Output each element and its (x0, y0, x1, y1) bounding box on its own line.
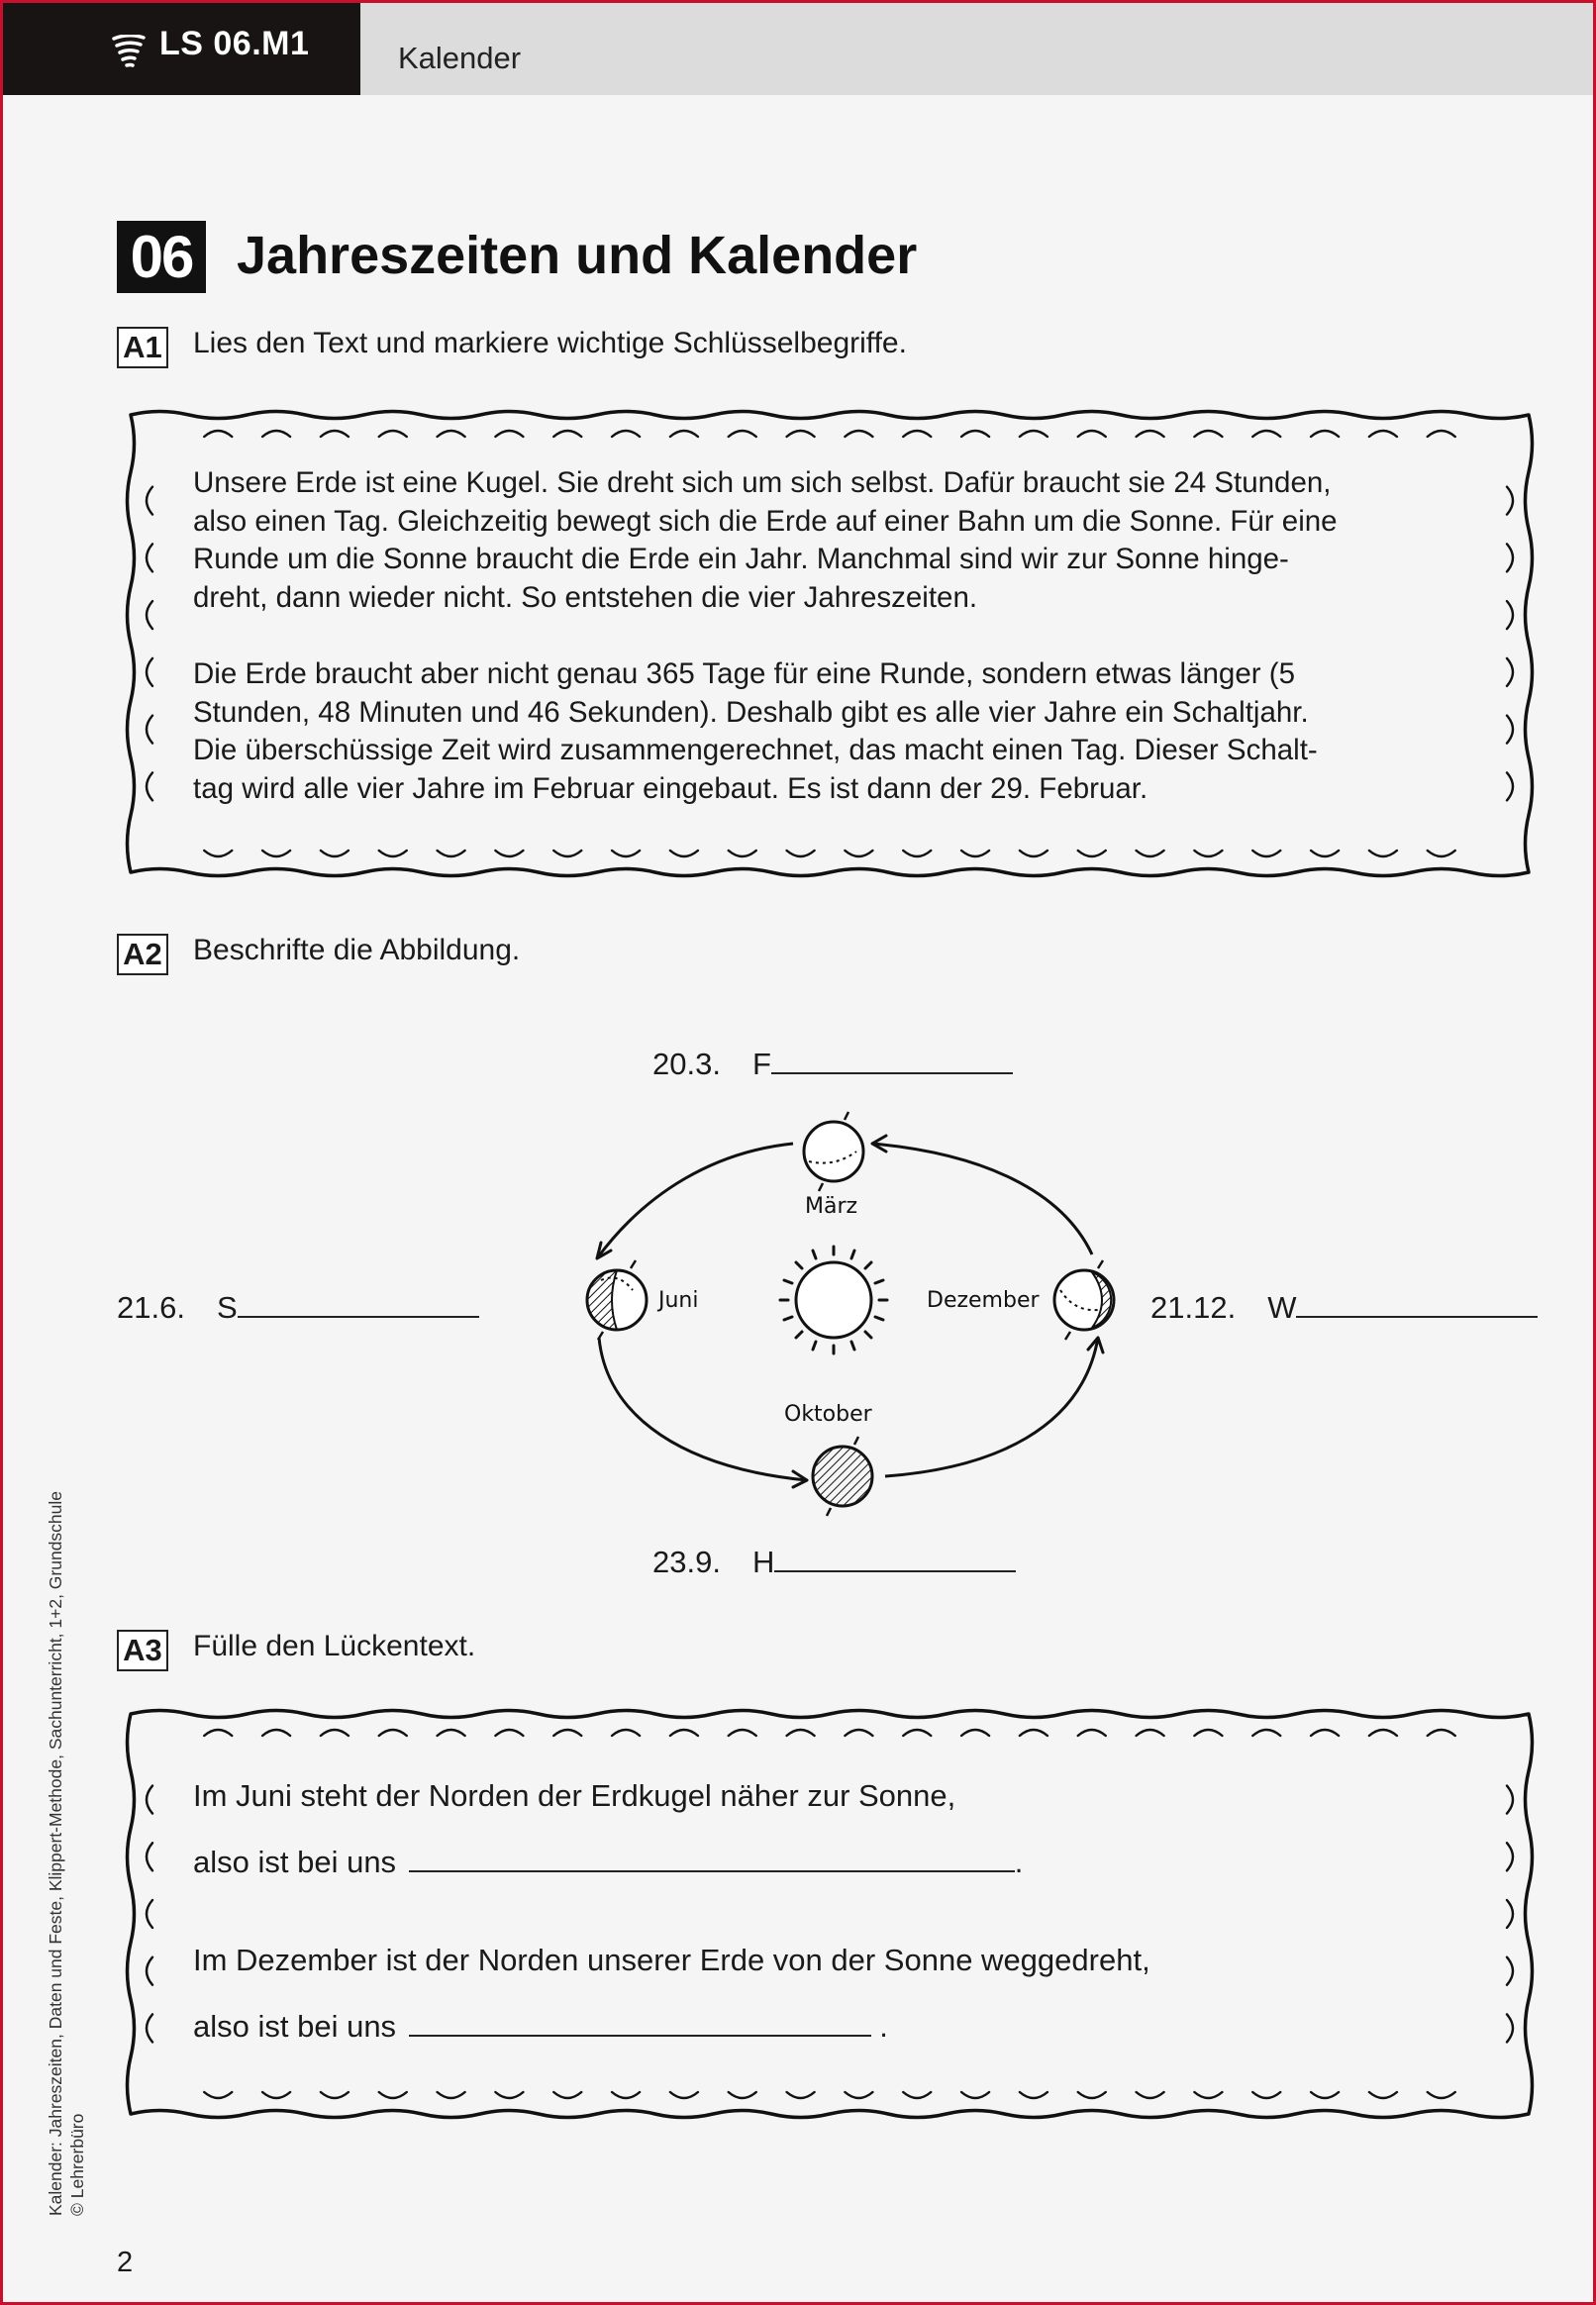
text-line: also einen Tag. Gleichzeitig bewegt sich die Erde auf einer Bahn um die Sonne. Für eine (193, 504, 1338, 538)
orbit-diagram (557, 1102, 1132, 1528)
copyright-sidebar (45, 1491, 88, 2216)
text-line: Die Erde braucht aber nicht genau 365 Tage für eine Runde, sondern etwas länger (5 (193, 657, 1295, 690)
summer-answer-line[interactable] (238, 1286, 479, 1318)
earth-october-icon (813, 1437, 872, 1516)
month-label-oktober: Oktober (784, 1402, 872, 1427)
orbit-arc-bottom-right (885, 1338, 1098, 1476)
earth-june-icon (587, 1260, 647, 1340)
cloze-line-2 (193, 1841, 1023, 1880)
text-line: Die überschüssige Zeit wird zusammengerechnet, das macht einen Tag. Dieser Schalt- (193, 734, 1318, 766)
month-label-dezember: Dezember (927, 1288, 1040, 1313)
text-line: tag wird alle vier Jahre im Februar eingebaut. Es ist dann der 29. Februar. (193, 771, 1148, 805)
source-line: Kalender: Jahreszeiten, Daten und Feste, Klippert-Methode, Sachunterricht, 1+2, Grundschule (46, 1490, 65, 2216)
earth-march-icon (804, 1112, 863, 1191)
orbit-arc-bottom-left (599, 1338, 807, 1480)
reading-paragraph-2 (193, 655, 1480, 808)
task-a2-instruction: Beschrifte die Abbildung. (193, 934, 521, 966)
text-line: dreht, dann wieder nicht. So entstehen die vier Jahreszeiten. (193, 580, 978, 614)
autumn-date: 23.9. (652, 1545, 721, 1579)
text-line: Stunden, 48 Minuten und 46 Sekunden). Deshalb gibt es alle vier Jahre ein Schaltjahr. (193, 695, 1309, 729)
autumn-answer-line[interactable] (774, 1541, 1016, 1572)
lesson-code: LS 06.M1 (159, 25, 310, 62)
cloze-line-4 (193, 2005, 888, 2045)
winter-answer-line[interactable] (1296, 1286, 1538, 1318)
task-a3-instruction: Fülle den Lückentext. (193, 1630, 476, 1662)
cloze-answer-1[interactable] (409, 1841, 1015, 1872)
winter-letter: W (1267, 1290, 1297, 1325)
page-title: Jahreszeiten und Kalender (237, 226, 918, 285)
spring-answer-line[interactable] (771, 1043, 1013, 1074)
tornado-icon (112, 35, 146, 70)
task-a2-badge: A2 (117, 934, 168, 975)
month-label-maerz: März (805, 1194, 858, 1219)
lesson-code-box (3, 3, 360, 95)
spring-letter: F (751, 1047, 771, 1081)
spring-date: 20.3. (652, 1047, 721, 1081)
cloze-prefix: also ist bei uns (193, 1845, 397, 1879)
chapter-number: 06 (117, 221, 206, 293)
cloze-frame (117, 1700, 1543, 2128)
cloze-line-1: Im Juni steht der Norden der Erdkugel näher zur Sonne, (193, 1778, 956, 1813)
orbit-arc-top-left (597, 1144, 793, 1258)
winter-label (1150, 1286, 1538, 1326)
page-number: 2 (117, 2247, 134, 2278)
text-line: Runde um die Sonne braucht die Erde ein Jahr. Manchmal sind wir zur Sonne hinge- (193, 543, 1289, 575)
cloze-period: . (870, 2009, 888, 2044)
orbit-arc-top-right (872, 1144, 1092, 1254)
earth-december-icon (1054, 1260, 1114, 1340)
sun-icon (780, 1247, 887, 1353)
summer-letter: S (216, 1290, 238, 1325)
task-a3-badge: A3 (117, 1630, 168, 1671)
cloze-line-3: Im Dezember ist der Norden unserer Erde von der Sonne weggedreht, (193, 1943, 1150, 1977)
summer-label (117, 1286, 479, 1326)
spring-label (652, 1043, 1013, 1082)
month-label-juni: Juni (658, 1288, 699, 1313)
cloze-period: . (1014, 1845, 1024, 1879)
autumn-label (652, 1541, 1016, 1580)
publisher-line: © Lehrerbüro (67, 2113, 87, 2216)
reading-text (193, 464, 1480, 808)
summer-date: 21.6. (117, 1290, 185, 1325)
cloze-answer-2[interactable] (409, 2005, 871, 2037)
autumn-letter: H (751, 1545, 775, 1579)
task-a1-instruction: Lies den Text und markiere wichtige Schlüsselbegriffe. (193, 327, 907, 359)
cloze-prefix: also ist bei uns (193, 2009, 397, 2044)
winter-date: 21.12. (1150, 1290, 1237, 1325)
task-a1-badge: A1 (117, 327, 168, 368)
reading-paragraph-1 (193, 464, 1480, 617)
header-topic: Kalender (398, 41, 522, 75)
text-line: Unsere Erde ist eine Kugel. Sie dreht sich um sich selbst. Dafür braucht sie 24 Stunden, (193, 466, 1332, 499)
